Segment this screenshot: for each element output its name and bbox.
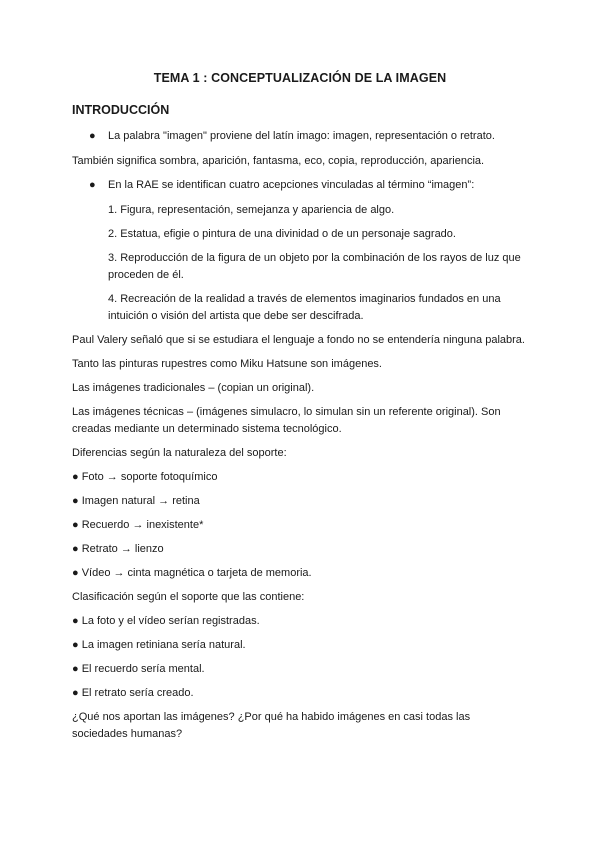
numbered-item: 3. Reproducción de la figura de un objeto por la combinación de los rayos de luz que proceden de él. [108, 252, 521, 281]
paragraph: Clasificación según el soporte que las contiene: [72, 591, 305, 603]
paragraph: Tanto las pinturas rupestres como Miku Hatsune son imágenes. [72, 358, 382, 370]
list-item: ● La imagen retiniana sería natural. [72, 639, 246, 651]
bullet-icon: ● [89, 130, 96, 142]
list-item-text: La palabra "imagen" proviene del latín imago: imagen, representación o retrato. [108, 130, 495, 142]
list-item: ● El retrato sería creado. [72, 687, 194, 699]
numbered-item: 2. Estatua, efigie o pintura de una divinidad o de un personaje sagrado. [108, 228, 456, 240]
numbered-item: 4. Recreación de la realidad a través de elementos imaginarios fundados en una intuición o visión del artista que debe ser descifrada. [108, 293, 501, 322]
paragraph: Paul Valery señaló que si se estudiara el lenguaje a fondo no se entendería ninguna palabra. [72, 334, 525, 346]
list-item: ● Recuerdo → inexistente* [72, 519, 204, 531]
list-item: ● El recuerdo sería mental. [72, 663, 205, 675]
paragraph: Las imágenes técnicas – (imágenes simulacro, lo simulan sin un referente original). Son creadas mediante un determinado sistema tecnológico. [72, 406, 501, 435]
document-page [72, 70, 528, 750]
paragraph: Las imágenes tradicionales – (copian un original). [72, 382, 315, 394]
paragraph: ¿Qué nos aportan las imágenes? ¿Por qué ha habido imágenes en casi todas las sociedades humanas? [72, 711, 471, 740]
numbered-item: 1. Figura, representación, semejanza y apariencia de algo. [108, 204, 395, 216]
page-title: TEMA 1 : CONCEPTUALIZACIÓN DE LA IMAGEN [153, 71, 447, 85]
list-item: ● Retrato → lienzo [72, 543, 164, 555]
bullet-icon: ● [89, 179, 96, 191]
list-item-text: En la RAE se identifican cuatro acepciones vinculadas al término “imagen”: [108, 179, 475, 191]
list-item: ● Foto → soporte fotoquímico [72, 471, 218, 483]
list-item: ● Vídeo → cinta magnética o tarjeta de memoria. [72, 567, 312, 579]
paragraph: También significa sombra, aparición, fantasma, eco, copia, reproducción, apariencia. [72, 155, 485, 167]
section-heading: INTRODUCCIÓN [72, 103, 170, 117]
list-item [72, 177, 528, 194]
list-item [72, 128, 528, 145]
paragraph: Diferencias según la naturaleza del soporte: [72, 447, 287, 459]
list-item: ● Imagen natural → retina [72, 495, 200, 507]
list-item: ● La foto y el vídeo serían registradas. [72, 615, 260, 627]
